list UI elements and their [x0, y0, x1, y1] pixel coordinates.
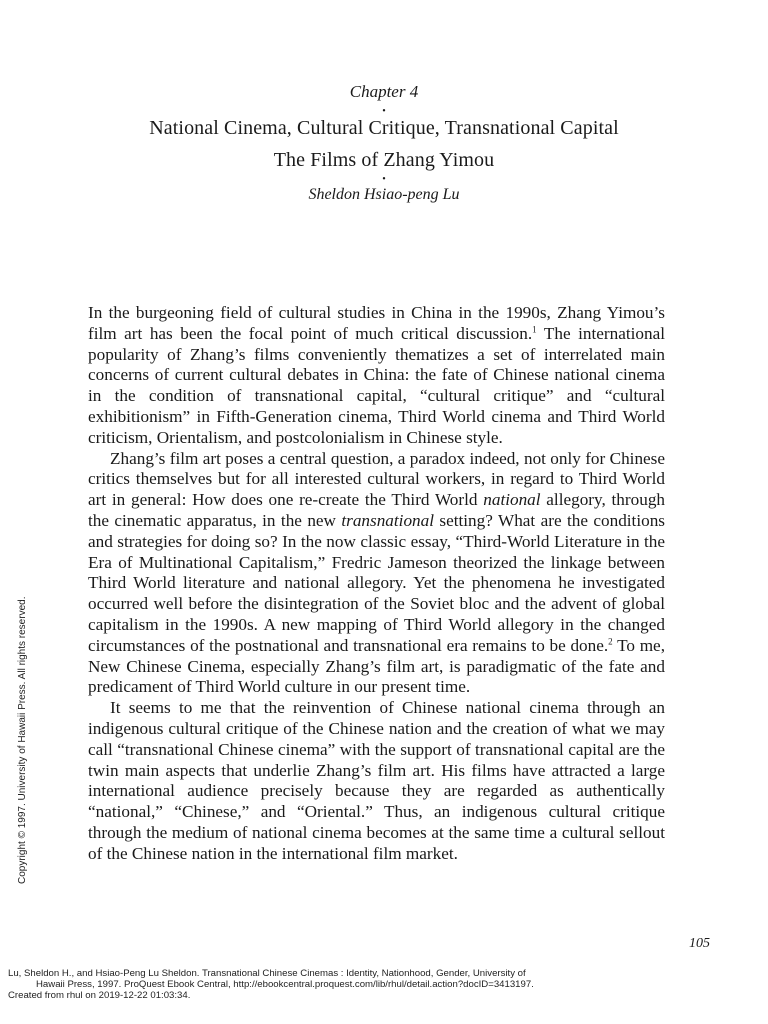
- paragraph-1: [88, 303, 665, 449]
- paragraph-3: It seems to me that the reinvention of Chinese national cinema through an indigenous cultural critique of the Chinese nation and the creation of what we may call “transnational Chinese cinema” with the support of transnational capital are the twin main aspects that underlie Zhang’s film art. His films have attracted a large international audience precisely because they are regarded as authentically “national,” “Chinese,” and “Oriental.” Thus, an indigenous cultural critique through the medium of national cinema becomes at the same time a cultural sellout of the Chinese nation in the international film market.: [88, 698, 665, 863]
- paragraph-2-text-d: To me, New Chinese Cinema, especially Zhang’s film art, is paradigmatic of the fate and predicament of Third World culture in our present time.: [88, 635, 665, 697]
- paragraph-2: [88, 449, 665, 699]
- chapter-body: [88, 303, 665, 865]
- paragraph-1-text-b: The international popularity of Zhang’s films conveniently thematizes a set of interrelated main concerns of current cultural debates in China: the fate of Chinese national cinema in the condition of transnational capital, “cultural critique” and “cultural exhibitionism” in Fifth-Generation cinema, Third World cinema and Third World criticism, Orientalism, and postcolonialism in Chinese style.: [88, 323, 665, 447]
- author-separator-bullet: •: [382, 174, 386, 185]
- copyright-notice: Copyright © 1997. University of Hawaii Press. All rights reserved.: [17, 596, 28, 884]
- citation-footer: [8, 968, 748, 1001]
- paragraph-1-text-a: In the burgeoning field of cultural studies in China in the 1990s, Zhang Yimou’s film art has been the focal point of much critical discussion.: [88, 303, 665, 343]
- citation-line-1: Lu, Sheldon H., and Hsiao-Peng Lu Sheldon. Transnational Chinese Cinemas : Identity, Nationhood, Gender, University of: [8, 968, 526, 979]
- paragraph-2-text-c: setting? What are the conditions and strategies for doing so? In the now classic essay, “Third-World Literature in the Era of Multinational Capitalism,” Fredric Jameson theorized the linkage between Third World literature and national allegory. Yet the phenomena he investigated occurred well before the disintegration of the Soviet bloc and the advent of global capitalism in the 1990s. A new mapping of Third World allegory in the changed circumstances of the postnational and transnational era remains to be done.: [88, 510, 665, 655]
- paragraph-2-text-a: Zhang’s film art poses a central question, a paradox indeed, not only for Chinese critics themselves but for all interested cultural workers, in regard to Third World art in general: How does one re-create the Third World: [88, 448, 665, 510]
- chapter-author: Sheldon Hsiao-peng Lu: [308, 186, 460, 203]
- citation-line-2[interactable]: Hawaii Press, 1997. ProQuest Ebook Central, http://ebookcentral.proquest.com/lib/rhul/detail.action?docID=3413197.: [36, 979, 534, 990]
- page-number: 105: [689, 936, 710, 951]
- footnote-ref-2[interactable]: 2: [608, 636, 613, 647]
- title-separator-bullet: •: [382, 106, 386, 117]
- chapter-title: National Cinema, Cultural Critique, Transnational Capital: [149, 117, 619, 139]
- citation-line-3: Created from rhul on 2019-12-22 01:03:34.: [8, 990, 191, 1001]
- paragraph-2-emphasis-transnational: transnational: [341, 510, 435, 530]
- chapter-label: Chapter 4: [349, 82, 419, 101]
- chapter-subtitle: The Films of Zhang Yimou: [273, 149, 495, 171]
- paragraph-2-text-b: allegory, through the cinematic apparatus, in the new: [88, 490, 666, 530]
- paragraph-2-emphasis-national: national: [483, 490, 541, 510]
- footnote-ref-1[interactable]: 1: [532, 324, 537, 335]
